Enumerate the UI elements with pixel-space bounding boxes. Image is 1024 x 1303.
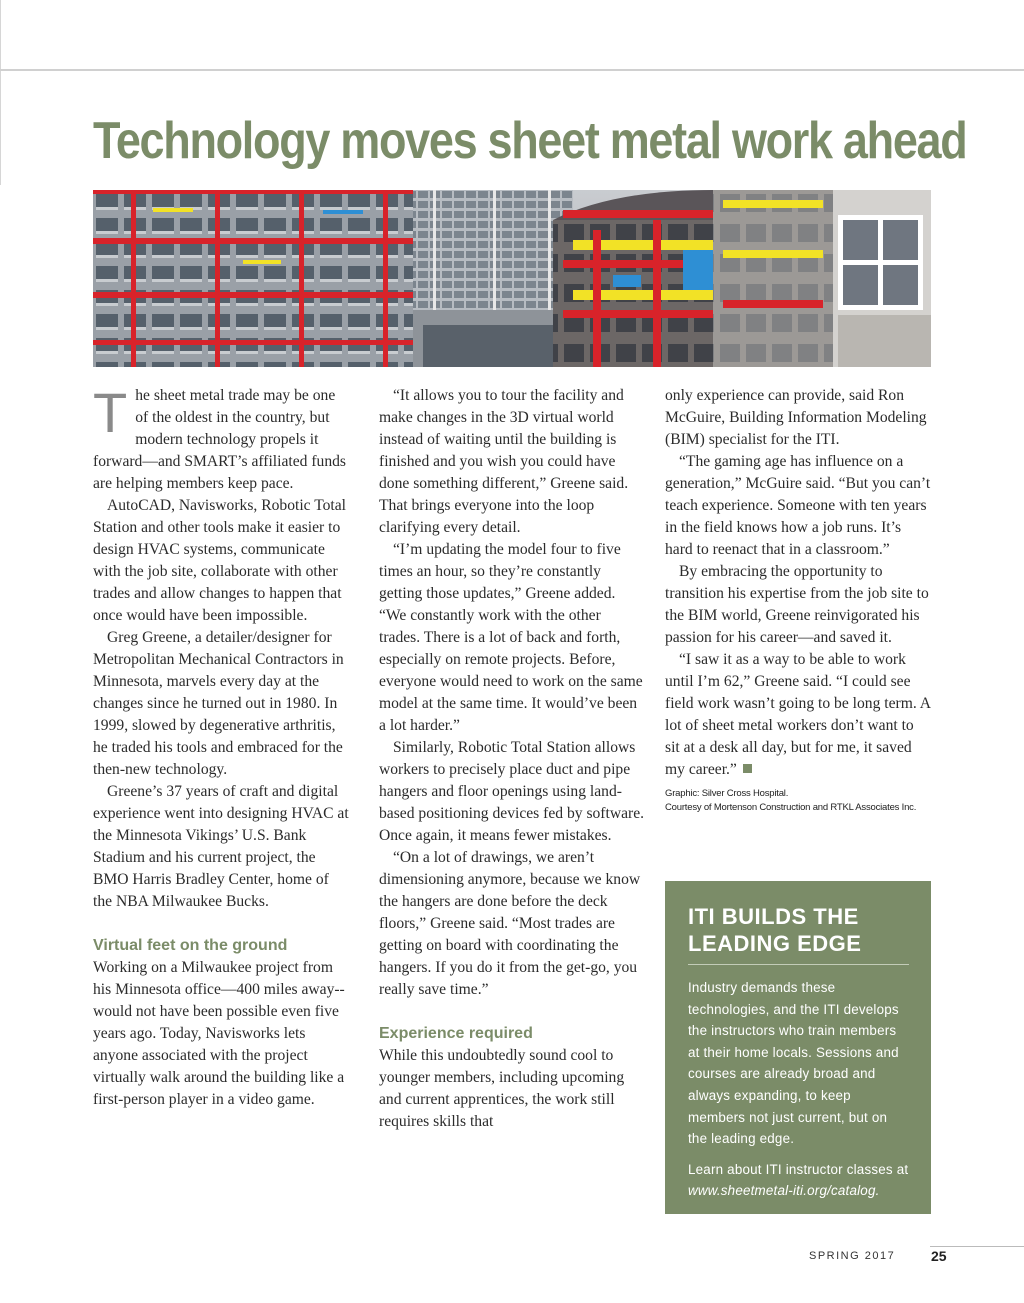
paragraph: AutoCAD, Navisworks, Robotic Total Station and other tools make it easier to design HVAC systems, communicate with the job site, collaborate with other trades and allow changes to happen that once would have been impossible.: [93, 497, 347, 624]
paragraph: Greg Greene, a detailer/designer for Metropolitan Mechanical Contractors in Minnesota, marvels every day at the changes since he turned out in 1980. In 1999, slowed by degenerative arthritis, he traded his tools and embraced for the then-new technology.: [93, 629, 344, 778]
header-rule: [0, 69, 1024, 71]
curved-wing: [553, 190, 713, 367]
footer-rule: [930, 1246, 1024, 1247]
paragraph: Greene’s 37 years of craft and digital experience went into designing HVAC at the Minnesota Vikings’ U.S. Bank Stadium and his current project, the BMO Harris Bradley Center, home of the NBA Milwaukee Bucks.: [93, 783, 349, 910]
paragraph: While this undoubtedly sound cool to younger members, including upcoming and current apprentices, the work still requires skills that: [379, 1047, 625, 1130]
column-1: [93, 381, 351, 1111]
end-mark-icon: [743, 764, 752, 773]
margin-guide: [0, 0, 1, 185]
column-2: [379, 385, 645, 1133]
image-credit: [665, 787, 931, 815]
paragraph: “The gaming age has influence on a generation,” McGuire said. “But you can’t teach experience. Someone with ten years in the field knows how a job runs. It’s hard to reenact that in a classroom.”: [665, 453, 931, 558]
issue-label: SPRING 2017: [809, 1250, 896, 1262]
right-wing: [713, 190, 931, 367]
paragraph: only experience can provide, said Ron McGuire, Building Information Modeling (BIM) specialist for the ITI.: [665, 387, 927, 448]
subhead-experience-required: Experience required: [379, 1025, 533, 1042]
intro-paragraph: The sheet metal trade may be one of the oldest in the country, but modern technology propels it forward—and SMART’s affiliated funds are helping members keep pace.: [93, 381, 346, 492]
drop-cap: T: [93, 381, 128, 444]
hero-image: [93, 190, 931, 367]
paragraph: By embracing the opportunity to transition his expertise from the job site to the BIM world, Greene reinvigorated his passion for his career—and saved it.: [665, 563, 929, 646]
credit-line: Graphic: Silver Cross Hospital.: [665, 788, 789, 799]
subhead-virtual-feet: Virtual feet on the ground: [93, 937, 288, 954]
sidebar-body: Industry demands these technologies, and the ITI develops the instructors who train members at their home locals. Sessions and courses are already broad and always expanding, to keep members not just current, but on the leading edge.: [688, 980, 899, 1147]
iti-sidebar: [665, 881, 931, 1214]
paragraph: “I saw it as a way to be able to work until I’m 62,” Greene said. “I could see field work wasn’t going to be long term. A lot of sheet metal workers don’t want to sit at a desk all day, but for me, it saved my career.”: [665, 651, 931, 778]
paragraph: Working on a Milwaukee project from his Minnesota office—400 miles away--would not have been possible even five years ago. Today, Navisworks lets anyone associated with the project virtually walk around the building like a first-person player in a video game.: [93, 959, 345, 1108]
catalog-link[interactable]: www.sheetmetal-iti.org/catalog.: [688, 1183, 880, 1199]
paragraph: Similarly, Robotic Total Station allows workers to precisely place duct and pipe hangers and floor openings using land-based positioning devices fed by software. Once again, it means fewer mistakes.: [379, 739, 645, 844]
paragraph: “It allows you to tour the facility and make changes in the 3D virtual world instead of waiting until the building is finished and you wish you could have done something different,” Greene said. That brings everyone into the loop clarifying every detail.: [379, 387, 629, 536]
sidebar-title: ITI BUILDS THE LEADING EDGE: [688, 904, 862, 956]
column-3: [665, 385, 931, 815]
sidebar-learn-more: Learn about ITI instructor classes at www.sheetmetal-iti.org/catalog.: [688, 1161, 909, 1199]
article-title: Technology moves sheet metal work ahead: [93, 112, 967, 170]
paragraph: “On a lot of drawings, we aren’t dimensioning anymore, because we know the hangers are done before the deck floors,” Greene said. “Most trades are getting on board with coordinating the hangers. If you do it from the get-go, you really save time.”: [379, 849, 641, 998]
credit-line: Courtesy of Mortenson Construction and RTKL Associates Inc.: [665, 802, 917, 813]
paragraph: “I’m updating the model four to five times an hour, so they’re constantly getting those updates,” Greene added. “We constantly work with the other trades. There is a lot of back and forth, especially on remote projects. Before, everyone would need to work on the same model at the same time. It would’ve been a lot harder.”: [379, 541, 643, 734]
bim-building-illustration: [93, 190, 931, 367]
sidebar-divider: [688, 964, 909, 965]
page-number: 25: [931, 1248, 947, 1264]
left-wing: [93, 190, 413, 367]
